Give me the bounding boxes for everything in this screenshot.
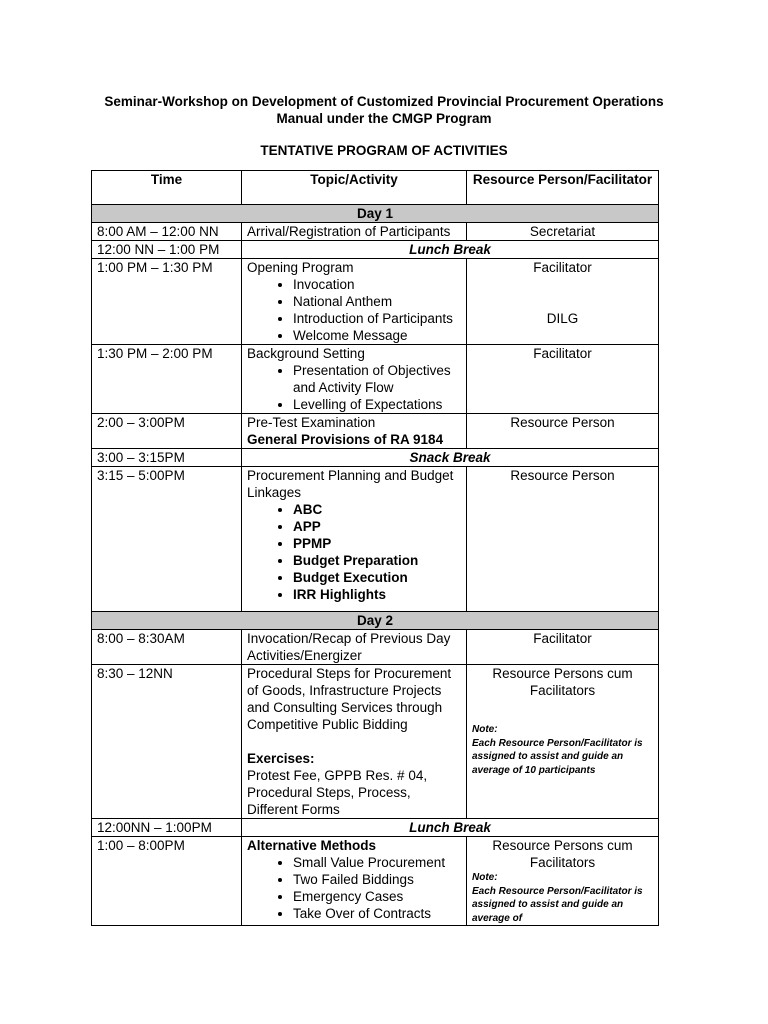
break-cell: Snack Break xyxy=(242,449,659,467)
column-header-resource: Resource Person/Facilitator xyxy=(467,171,659,205)
resource-name: Resource Persons cum Facilitators xyxy=(492,666,633,698)
list-item: • Two Failed Biddings xyxy=(293,871,461,888)
list-item: • National Anthem xyxy=(293,293,461,310)
day-header-row xyxy=(92,205,659,223)
exercises-text: Protest Fee, GPPB Res. # 04, Procedural Steps, Process, Different Forms xyxy=(247,768,428,817)
topic-cell xyxy=(242,259,467,345)
column-header-topic: Topic/Activity xyxy=(242,171,467,205)
list-item: • PPMP xyxy=(293,535,461,552)
resource-cell: Facilitator xyxy=(467,630,659,665)
resource-name: DILG xyxy=(546,311,579,326)
day-header-row xyxy=(92,612,659,630)
list-item: • IRR Highlights xyxy=(293,586,461,603)
resource-name: Facilitator xyxy=(533,260,592,275)
time-cell: 3:15 – 5:00PM xyxy=(92,467,242,612)
list-item: • Introduction of Participants xyxy=(293,310,461,327)
table-row xyxy=(92,665,659,819)
document-title-line1: Seminar-Workshop on Development of Customized Provincial Procurement Operations xyxy=(104,94,664,109)
table-row xyxy=(92,630,659,665)
topic-title: Background Setting xyxy=(247,346,365,361)
topic-title: Alternative Methods xyxy=(247,838,377,853)
table-header-row xyxy=(92,171,659,205)
table-row xyxy=(92,414,659,449)
table-row xyxy=(92,819,659,837)
table-row xyxy=(92,345,659,414)
topic-title: Pre-Test Examination xyxy=(247,415,376,430)
time-cell: 1:00 PM – 1:30 PM xyxy=(92,259,242,345)
time-cell: 12:00 NN – 1:00 PM xyxy=(92,241,242,259)
list-item: • Presentation of Objectives and Activity Flow xyxy=(293,362,461,396)
column-header-time: Time xyxy=(92,171,242,205)
resource-name: Resource Persons cum Facilitators xyxy=(492,838,633,870)
break-cell: Lunch Break xyxy=(242,241,659,259)
list-item: • Budget Preparation xyxy=(293,552,461,569)
topic-list xyxy=(247,362,461,413)
table-row xyxy=(92,837,659,926)
list-item: • APP xyxy=(293,518,461,535)
note-label: Note: xyxy=(472,724,498,735)
resource-cell: Facilitator xyxy=(467,345,659,414)
list-item: • Small Value Procurement xyxy=(293,854,461,871)
table-row xyxy=(92,467,659,612)
topic-list xyxy=(247,501,461,603)
topic-title: Procedural Steps for Procurement of Goods, Infrastructure Projects and Consulting Services through Competitive Public Bidding xyxy=(247,666,452,732)
topic-title: Opening Program xyxy=(247,260,354,275)
day1-label: Day 1 xyxy=(92,205,659,223)
note-label: Note: xyxy=(472,872,498,883)
topic-cell xyxy=(242,837,467,926)
day2-label: Day 2 xyxy=(92,612,659,630)
topic-cell xyxy=(242,414,467,449)
note-text: Each Resource Person/Facilitator is assigned to assist and guide an average of 10 participants xyxy=(472,737,643,776)
topic-list xyxy=(247,276,461,344)
time-cell: 2:00 – 3:00PM xyxy=(92,414,242,449)
resource-cell xyxy=(467,837,659,926)
time-cell: 3:00 – 3:15PM xyxy=(92,449,242,467)
time-cell: 8:00 – 8:30AM xyxy=(92,630,242,665)
topic-cell: Arrival/Registration of Participants xyxy=(242,223,467,241)
time-cell: 1:00 – 8:00PM xyxy=(92,837,242,926)
exercises-label: Exercises: xyxy=(247,751,315,766)
table-row xyxy=(92,241,659,259)
document-title-line2: Manual under the CMGP Program xyxy=(276,111,492,126)
table-row xyxy=(92,449,659,467)
resource-cell: Resource Person xyxy=(467,467,659,612)
list-item: • Invocation xyxy=(293,276,461,293)
resource-cell: Secretariat xyxy=(467,223,659,241)
topic-cell xyxy=(242,345,467,414)
list-item: • ABC xyxy=(293,501,461,518)
table-row xyxy=(92,259,659,345)
topic-list xyxy=(247,854,461,922)
time-cell: 8:00 AM – 12:00 NN xyxy=(92,223,242,241)
resource-cell xyxy=(467,259,659,345)
resource-cell: Resource Person xyxy=(467,414,659,449)
topic-cell xyxy=(242,467,467,612)
list-item: • Levelling of Expectations xyxy=(293,396,461,413)
list-item: • Emergency Cases xyxy=(293,888,461,905)
topic-title: Procurement Planning and Budget Linkages xyxy=(247,468,454,500)
time-cell: 12:00NN – 1:00PM xyxy=(92,819,242,837)
break-cell: Lunch Break xyxy=(242,819,659,837)
topic-cell xyxy=(242,665,467,819)
time-cell: 1:30 PM – 2:00 PM xyxy=(92,345,242,414)
topic-cell: Invocation/Recap of Previous Day Activities/Energizer xyxy=(242,630,467,665)
time-cell: 8:30 – 12NN xyxy=(92,665,242,819)
program-heading: TENTATIVE PROGRAM OF ACTIVITIES xyxy=(260,143,508,158)
resource-cell xyxy=(467,665,659,819)
schedule-table xyxy=(91,170,659,926)
list-item: • Welcome Message xyxy=(293,327,461,344)
table-row xyxy=(92,223,659,241)
list-item: • Take Over of Contracts xyxy=(293,905,461,922)
note-text: Each Resource Person/Facilitator is assigned to assist and guide an average of xyxy=(472,885,643,924)
list-item: • Budget Execution xyxy=(293,569,461,586)
topic-subtitle: General Provisions of RA 9184 xyxy=(247,432,444,447)
